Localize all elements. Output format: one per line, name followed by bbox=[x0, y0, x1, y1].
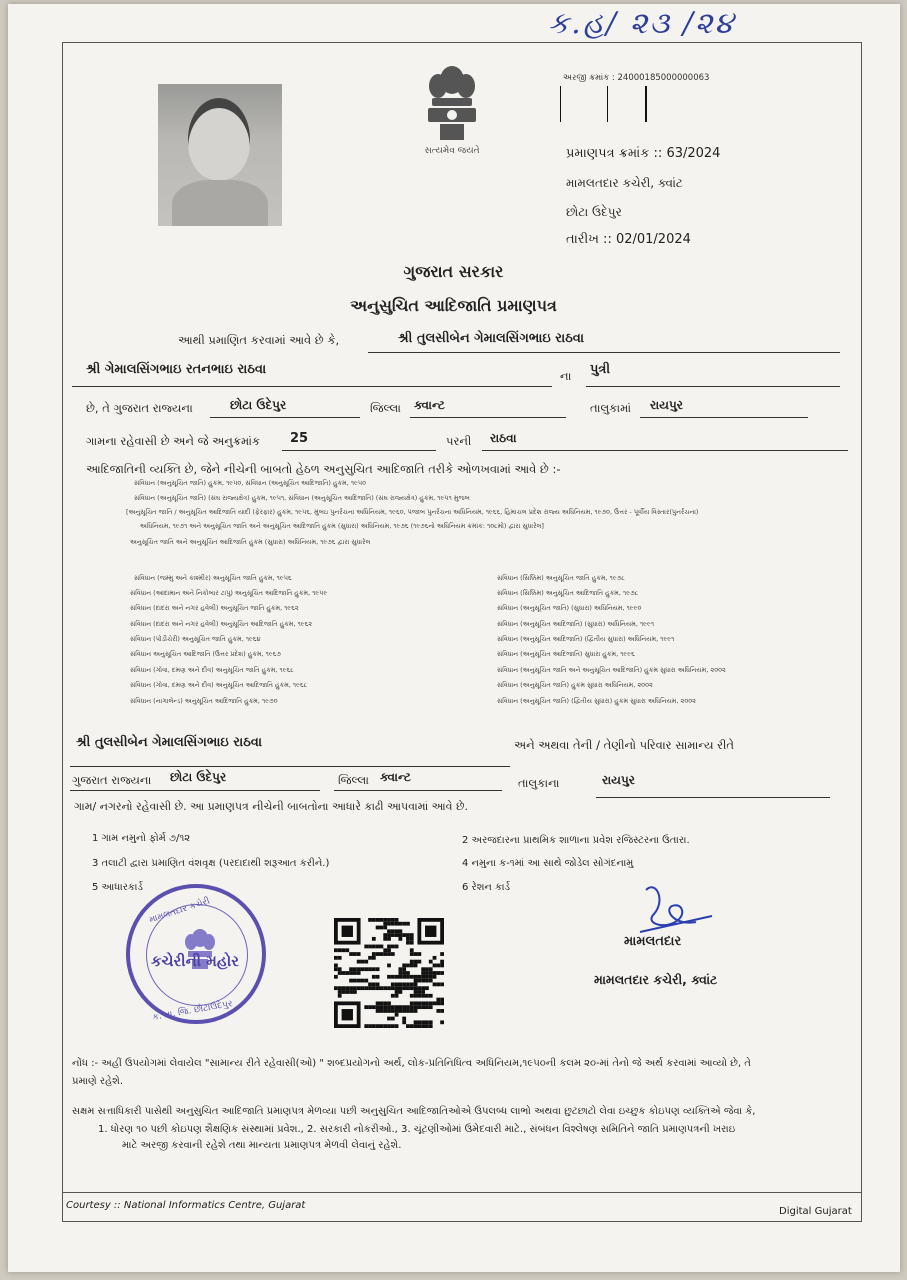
order-line: સંવિધાન (અનુસૂચિત જાતિ) હુકમ, ૧૯૫૦, સંવિધાન (અનુસૂચિત આદિજાતિ) હુકમ, ૧૯૫૦ bbox=[134, 479, 367, 487]
family-label: અને અથવા તેની / તેણીનો પરિવાર સામાન્ય રીતે bbox=[514, 738, 735, 752]
certify-label: આથી પ્રમાણિત કરવામાં આવે છે કે, bbox=[178, 333, 340, 347]
barcode bbox=[560, 86, 740, 122]
order-right: સંવિધાન (અનુસૂચિત જાતિ) (સુધારા) અધિનિયમ, ૧૯૯૦ bbox=[497, 604, 642, 612]
residence-taluka-label: તાલુકાના bbox=[518, 776, 560, 790]
government-heading: ગુજરાત સરકાર bbox=[403, 262, 504, 281]
order-left: સંવિધાન અનુસૂચિત આદિજાતિ (ઉત્તર પ્રદેશ) હુકમ, ૧૯૬૭ bbox=[130, 650, 281, 658]
order-right: સંવિધાન (અનુસૂચિત જાતિ અને અનુસૂચિત આદિજાતિ) હુકમ સુધારા અધિનિયમ, ૨૦૦૨ bbox=[497, 666, 726, 674]
emblem-motto: સત્યમેવ જયતે bbox=[424, 146, 480, 156]
footer-digital: Digital Gujarat bbox=[779, 1206, 852, 1217]
order-line: અધિનિયમ, ૧૯૭૧ અને અનુસૂચિત જાતિ અને અનુસૂચિત આદિજાતિ હુકમ (સુધારા) અધિનિયમ, ૧૯૭૬ (૧૯૭૬નો અધિનિયમ ક્રમાંક: ૧૦૮મો) દ્વારા સુધારેલ] bbox=[140, 522, 544, 530]
holder-name: શ્રી તુલસીબેન ગેમાલસિંગભાઇ રાઠવા bbox=[398, 331, 585, 346]
order-right: સંવિધાન (સિક્કિમ) અનુસૂચિત આદિજાતિ હુકમ, ૧૯૭૮ bbox=[497, 589, 639, 597]
basis-line: ગામ/ નગરનો રહેવાસી છે. આ પ્રમાણપત્ર નીચેની બાબતોના આધારે કાઢી આપવામાં આવે છે. bbox=[74, 800, 469, 813]
seal-middle-text: કચેરીની મહોર bbox=[150, 952, 240, 970]
applicant-photo bbox=[158, 84, 282, 226]
order-right: સંવિધાન (સિક્કિમ) અનુસૂચિત જાતિ હુકમ, ૧૯૭૮ bbox=[497, 574, 625, 582]
issuing-district: છોટા ઉદેપુર bbox=[566, 205, 622, 219]
par-label: પરની bbox=[446, 434, 472, 448]
taluka-line bbox=[410, 417, 566, 418]
father-name: શ્રી ગેમાલસિંગભાઇ રતનભાઇ રાઠવા bbox=[86, 362, 267, 377]
taluka-label: તાલુકામાં bbox=[590, 401, 632, 415]
order-line: અનુસૂચિત જાતિ અને અનુસૂચિત આદિજાતિ હુકમ (સુધારા) અધિનિયમ, ૧૯૭૬ દ્વારા સુધારેલ bbox=[130, 538, 371, 546]
certificate-number: પ્રમાણપત્ર ક્રમાંક :: 63/2024 bbox=[566, 146, 721, 161]
residence-taluka-line bbox=[334, 790, 502, 791]
footer-courtesy: Courtesy :: National Informatics Centre, Gujarat bbox=[66, 1200, 306, 1211]
relation: પુત્રી bbox=[590, 362, 611, 377]
residence-district-line bbox=[70, 790, 320, 791]
note-line: 1. ધોરણ ૧૦ પછી કોઇપણ શૈક્ષણિક સંસ્થામાં પ્રવેશ., 2. સરકારી નોકરીઓ., 3. ચૂંટણીઓમાં ઉમેદવારી માટે., સંબંધન વિશ્લેષણ સમિતિને જાતિ પ્રમાણપત્રની ખરાઇ bbox=[98, 1124, 736, 1135]
order-left: સંવિધાન (ગોવા, દમણ અને દીવ) અનુસૂચિત આદિજાતિ હુકમ, ૧૯૬૮ bbox=[130, 681, 308, 689]
jilla-label: જિલ્લા bbox=[370, 401, 401, 415]
order-line: [અનુસૂચિત જાતિ / અનુસૂચિત આદિજાતિ યાદી (ફેરફાર) હુકમ, ૧૯૫૬, મુંબઇ પુનર્રચના અધિનિયમ, ૧૯૬૦, પંજાબ પુનર્રચના અધિનિયમ, ૧૯૬૬, હિમાચલ પ્રદેશ રાજ્ય અધિનિયમ, ૧૯૭૦, ઉત્તર - પૂર્વીય વિસ્તાર(પુનર્રચના) bbox=[126, 508, 699, 516]
residence-holder-name: શ્રી તુલસીબેન ગેમાલસિંગભાઇ રાઠવા bbox=[76, 735, 263, 750]
order-right: સંવિધાન (અનુસૂચિત આદિજાતિ) (સુધારા) અધિનિયમ, ૧૯૯૧ bbox=[497, 620, 655, 628]
serial-number: 25 bbox=[290, 431, 309, 446]
na-label: ના bbox=[560, 369, 572, 383]
order-left: સંવિધાન (જમ્મુ અને કાશ્મીર) અનુસૂચિત જાતિ હુકમ, ૧૯૫૬ bbox=[134, 574, 292, 582]
order-left: સંવિધાન (ગોવા, દમણ અને દીવ) અનુસૂચિત જાતિ હુકમ, ૧૯૬૮ bbox=[130, 666, 294, 674]
document-item: 1 ગામ નમુનો ફોર્મ ૭/૧૨ bbox=[92, 833, 191, 844]
note-line: પ્રમાણે રહેશે. bbox=[72, 1076, 124, 1087]
issue-date: તારીખ :: 02/01/2024 bbox=[566, 232, 691, 247]
taluka-value: ક્વાન્ટ bbox=[414, 398, 445, 412]
residence-district: છોટા ઉદેપુર bbox=[170, 770, 227, 784]
document-item: 3 તલાટી દ્વારા પ્રમાણિત વંશવૃક્ષ (પરદાદાથી શરૂઆત કરીને.) bbox=[92, 858, 330, 869]
document-item: 2 અરજદારના પ્રાથમિક શાળાના પ્રવેશ રજિસ્ટરના ઉતારા. bbox=[462, 835, 690, 846]
district-value: છોટા ઉદેપુર bbox=[230, 398, 287, 412]
order-left: સંવિધાન (નાગાલેન્ડ) અનુસૂચિત આદિજાતિ હુકમ, ૧૯૭૦ bbox=[130, 697, 278, 705]
resident-label: ગામના રહેવાસી છે અને જે અનુક્રમાંક bbox=[86, 434, 261, 448]
order-right: સંવિધાન (અનુસૂચિત આદિજાતિ) સુધારા હુકમ, ૧૯૯૬ bbox=[497, 650, 635, 658]
tribe-line bbox=[482, 450, 848, 451]
handwritten-reference: ક.હ/ ૨૩ /૨૪ bbox=[548, 6, 736, 41]
residence-village: રાયપુર bbox=[602, 773, 635, 787]
residence-jilla-label: જિલ્લા bbox=[338, 773, 369, 787]
national-emblem-icon bbox=[418, 58, 486, 146]
qr-code bbox=[334, 918, 444, 1028]
document-item: 6 રેશન કાર્ડ bbox=[462, 882, 511, 893]
father-name-line bbox=[72, 386, 552, 387]
village-line bbox=[640, 417, 808, 418]
note-line: માટે અરજી કરવાની રહેશે તથા માન્યતા પ્રમાણપત્ર મેળવી લેવાનું રહેશે. bbox=[122, 1140, 402, 1151]
order-line: સંવિધાન (અનુસૂચિત જાતિ) (સંઘ રાજ્યક્ષેત્ર) હુકમ, ૧૯૫૧, સંવિધાન (અનુસૂચિત આદિજાતિ) (સંઘ રાજ્યક્ષેત્ર) હુકમ, ૧૯૫૧ મુજબ bbox=[134, 494, 470, 502]
signatory-title: મામલતદાર bbox=[624, 934, 682, 949]
residence-village-line bbox=[596, 797, 830, 798]
order-right: સંવિધાન (અનુસૂચિત આદિજાતિ) (દ્વિતીય સુધારા) અધિનિયમ, ૧૯૯૧ bbox=[497, 635, 675, 643]
order-right: સંવિધાન (અનુસૂચિત જાતિ) (દ્વિતીય સુધારા) હુકમ સુધારા અધિનિયમ, ૨૦૦૨ bbox=[497, 697, 696, 705]
state-label: છે, તે ગુજરાત રાજ્યના bbox=[86, 401, 193, 415]
issuing-office: મામલતદાર કચેરી, ક્વાંટ bbox=[566, 176, 683, 190]
village-value: રાયપુર bbox=[650, 398, 683, 412]
note-line: સક્ષમ સત્તાધિકારી પાસેથી અનુસુચિત આદિજાતિ પ્રમાણપત્ર મેળવ્યા પછી અનુસુચિત આદિજાતિઓએ ઉપલબ્ધ લાભો અથવા છુટછાટો લેવા ઇચ્છુક કોઇપણ વ્યક્તિએ જેવા કે, bbox=[72, 1106, 756, 1117]
relation-line bbox=[586, 386, 840, 387]
seal-top-text: મામલતદાર કચેરી bbox=[148, 896, 212, 926]
holder-name-line bbox=[368, 352, 840, 353]
signatory-office: મામલતદાર કચેરી, ક્વાંટ bbox=[594, 972, 718, 987]
order-left: સંવિધાન (દાદરા અને નગર હવેલી) અનુસૂચિત જાતિ હુકમ, ૧૯૬૨ bbox=[130, 604, 299, 612]
application-number: અરજી ક્રમાંક : 24000185000000063 bbox=[563, 73, 710, 83]
residence-state-label: ગુજરાત રાજ્યના bbox=[72, 773, 152, 787]
certificate-title: અનુસુચિત આદિજાતિ પ્રમાણપત્ર bbox=[350, 296, 557, 315]
order-right: સંવિધાન (અનુસૂચિત જાતિ) હુકમ સુધારા અધિનિયમ, ૨૦૦૨ bbox=[497, 681, 653, 689]
note-line: નોંધ :- અહીં ઉપયોગમાં લેવાયેલ "સામાન્ય રીતે રહેવાસી(ઓ) " શબ્દપ્રયોગનો અર્થ, લોક-પ્રતિનિધિત્વ અધિનિયમ,૧૯૫૦ની કલમ ૨૦-માં તેનો જે અર્થ કરવામાં આવ્યો છે, તે bbox=[72, 1058, 751, 1069]
order-left: સંવિધાન (દાદરા અને નગર હવેલી) અનુસૂચિત આદિજાતિ હુકમ, ૧૯૬૨ bbox=[130, 620, 313, 628]
district-line bbox=[210, 417, 360, 418]
residence-taluka: ક્વાન્ટ bbox=[380, 770, 411, 784]
residence-name-line bbox=[70, 766, 510, 767]
document-item: 4 નમુના ક-૧માં આ સાથે જોડેલ સોગંદનામુ bbox=[462, 858, 634, 869]
document-item: 5 આધારકાર્ડ bbox=[92, 882, 143, 893]
signature bbox=[626, 880, 716, 940]
order-left: સંવિધાન (પોંડીચેરી) અનુસૂચિત જાતિ હુકમ, ૧૯૬૪ bbox=[130, 635, 261, 643]
identify-line: આદિજાતિની વ્યક્તિ છે, જેને નીચેની બાબતો હેઠળ અનુસુચિત આદિજાતિ તરીકે ઓળખવામાં આવે છે :- bbox=[86, 462, 561, 476]
order-left: સંવિધાન (આંદામાન અને નિકોબાર ટાપુ) અનુસૂચિત આદિજાતિ હુકમ, ૧૯૫૯ bbox=[130, 589, 328, 597]
serial-line bbox=[282, 450, 436, 451]
seal-bottom-text: ક. તા. જિ. છોટાઉદેપુર bbox=[151, 999, 234, 1023]
tribe-name: રાઠવા bbox=[490, 431, 517, 445]
